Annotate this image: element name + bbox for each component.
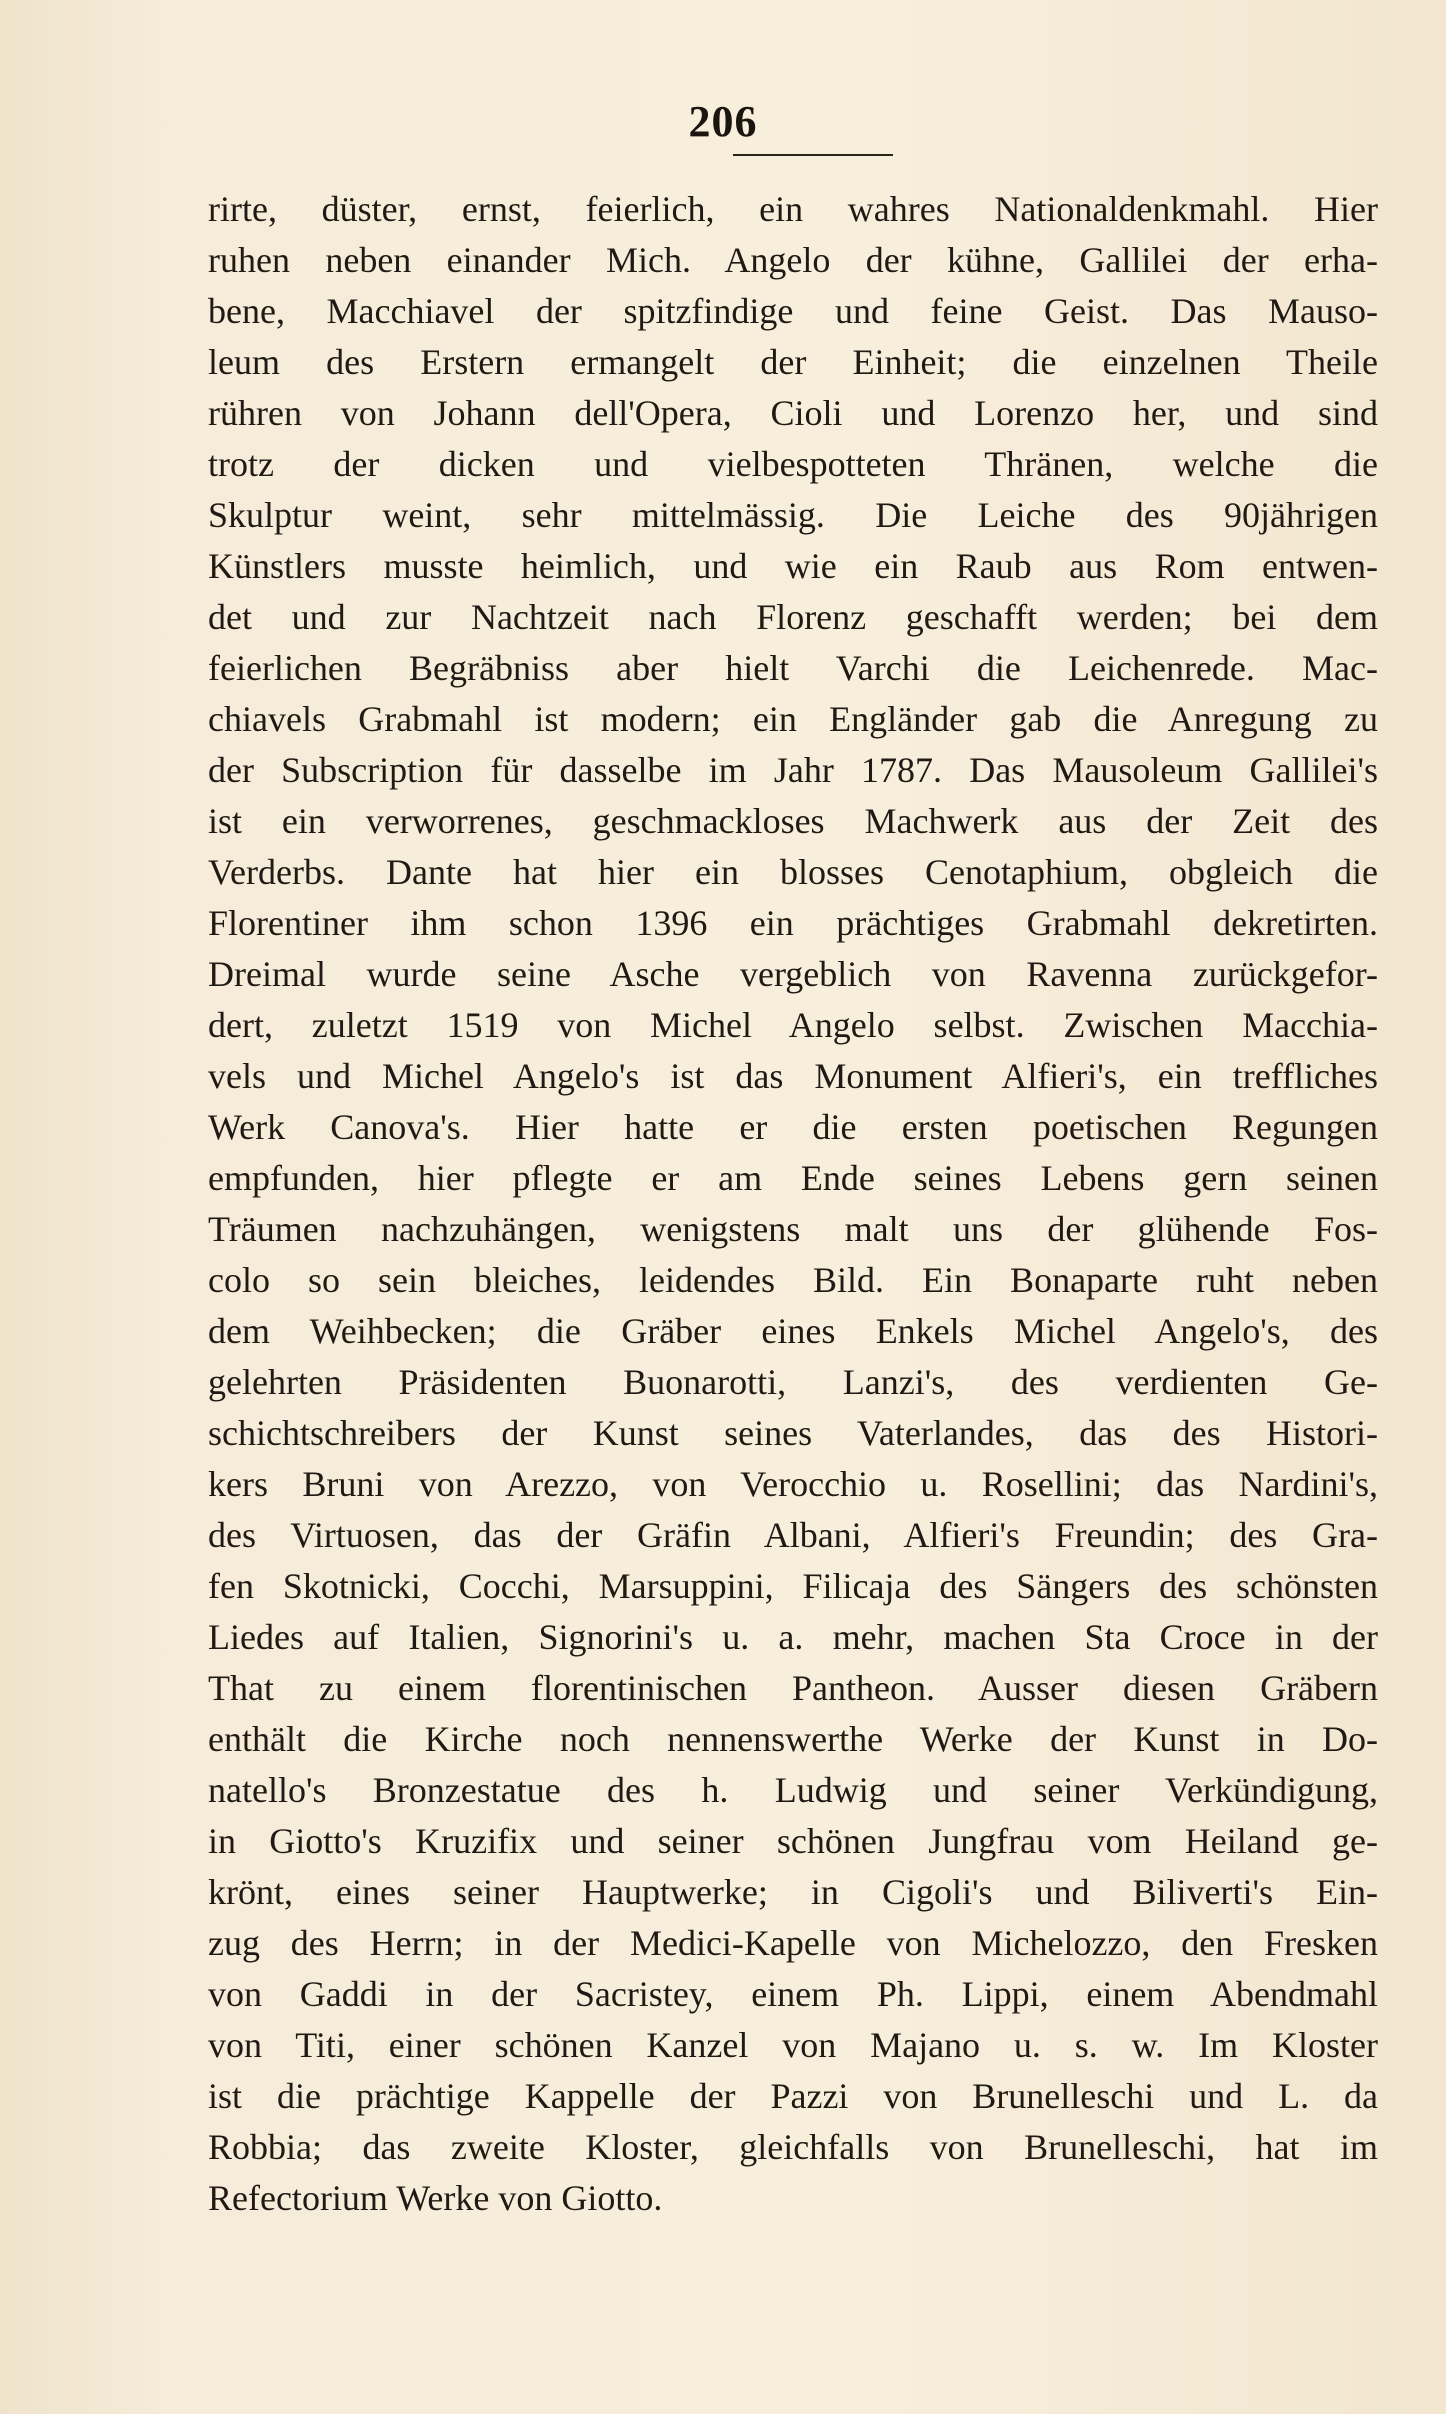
text-line: Refectorium Werke von Giotto. — [208, 2178, 663, 2218]
text-line: trotz der dicken und vielbespotteten Thränen, welche die — [208, 444, 1378, 484]
page-number: 206 — [688, 97, 758, 146]
text-line: Robbia; das zweite Kloster, gleichfalls von Brunelleschi, hat im — [208, 2127, 1378, 2167]
text-line: rühren von Johann dell'Opera, Cioli und Lorenzo her, und sind — [208, 393, 1378, 433]
text-line: Dreimal wurde seine Asche vergeblich von Ravenna zurückgefor- — [208, 954, 1378, 994]
text-line: vels und Michel Angelo's ist das Monument Alfieri's, ein treffliches — [208, 1056, 1378, 1096]
text-line: ist ein verworrenes, geschmackloses Machwerk aus der Zeit des — [208, 801, 1378, 841]
text-line: ruhen neben einander Mich. Angelo der kühne, Gallilei der erha- — [208, 240, 1378, 280]
text-line: Träumen nachzuhängen, wenigstens malt uns der glühende Fos- — [208, 1209, 1378, 1249]
text-line: in Giotto's Kruzifix und seiner schönen Jungfrau vom Heiland ge- — [208, 1821, 1378, 1861]
text-line: zug des Herrn; in der Medici-Kapelle von Michelozzo, den Fresken — [208, 1923, 1378, 1963]
text-line: Werk Canova's. Hier hatte er die ersten poetischen Regungen — [208, 1107, 1378, 1147]
header-rule — [733, 154, 893, 156]
text-line: Liedes auf Italien, Signorini's u. a. mehr, machen Sta Croce in der — [208, 1617, 1378, 1657]
text-line: schichtschreibers der Kunst seines Vaterlandes, das des Histori- — [208, 1413, 1378, 1453]
text-line: Florentiner ihm schon 1396 ein prächtiges Grabmahl dekretirten. — [208, 903, 1378, 943]
text-line: Skulptur weint, sehr mittelmässig. Die Leiche des 90jährigen — [208, 495, 1378, 535]
text-line: fen Skotnicki, Cocchi, Marsuppini, Filicaja des Sängers des schönsten — [208, 1566, 1378, 1606]
text-line: rirte, düster, ernst, feierlich, ein wahres Nationaldenkmahl. Hier — [208, 189, 1378, 229]
text-line: kers Bruni von Arezzo, von Verocchio u. Rosellini; das Nardini's, — [208, 1464, 1378, 1504]
text-line: empfunden, hier pflegte er am Ende seines Lebens gern seinen — [208, 1158, 1378, 1198]
text-line: chiavels Grabmahl ist modern; ein Engländer gab die Anregung zu — [208, 699, 1378, 739]
text-line: Verderbs. Dante hat hier ein blosses Cenotaphium, obgleich die — [208, 852, 1378, 892]
text-line: krönt, eines seiner Hauptwerke; in Cigoli's und Biliverti's Ein- — [208, 1872, 1378, 1912]
text-line: ist die prächtige Kappelle der Pazzi von Brunelleschi und L. da — [208, 2076, 1378, 2116]
text-line: det und zur Nachtzeit nach Florenz geschafft werden; bei dem — [208, 597, 1378, 637]
text-line: gelehrten Präsidenten Buonarotti, Lanzi's, des verdienten Ge- — [208, 1362, 1378, 1402]
body-text — [208, 184, 1378, 2224]
text-line: enthält die Kirche noch nennenswerthe Werke der Kunst in Do- — [208, 1719, 1378, 1759]
text-line: That zu einem florentinischen Pantheon. Ausser diesen Gräbern — [208, 1668, 1378, 1708]
text-line: Künstlers musste heimlich, und wie ein Raub aus Rom entwen- — [208, 546, 1378, 586]
text-line: des Virtuosen, das der Gräfin Albani, Alfieri's Freundin; des Gra- — [208, 1515, 1378, 1555]
text-line: leum des Erstern ermangelt der Einheit; die einzelnen Theile — [208, 342, 1378, 382]
text-line: bene, Macchiavel der spitzfindige und feine Geist. Das Mauso- — [208, 291, 1378, 331]
text-line: von Titi, einer schönen Kanzel von Majano u. s. w. Im Kloster — [208, 2025, 1378, 2065]
text-line: feierlichen Begräbniss aber hielt Varchi die Leichenrede. Mac- — [208, 648, 1378, 688]
text-line: natello's Bronzestatue des h. Ludwig und seiner Verkündigung, — [208, 1770, 1378, 1810]
text-line: dem Weihbecken; die Gräber eines Enkels Michel Angelo's, des — [208, 1311, 1378, 1351]
text-line: dert, zuletzt 1519 von Michel Angelo selbst. Zwischen Macchia- — [208, 1005, 1378, 1045]
text-line: colo so sein bleiches, leidendes Bild. Ein Bonaparte ruht neben — [208, 1260, 1378, 1300]
text-line: der Subscription für dasselbe im Jahr 1787. Das Mausoleum Gallilei's — [208, 750, 1378, 790]
text-line: von Gaddi in der Sacristey, einem Ph. Lippi, einem Abendmahl — [208, 1974, 1378, 2014]
